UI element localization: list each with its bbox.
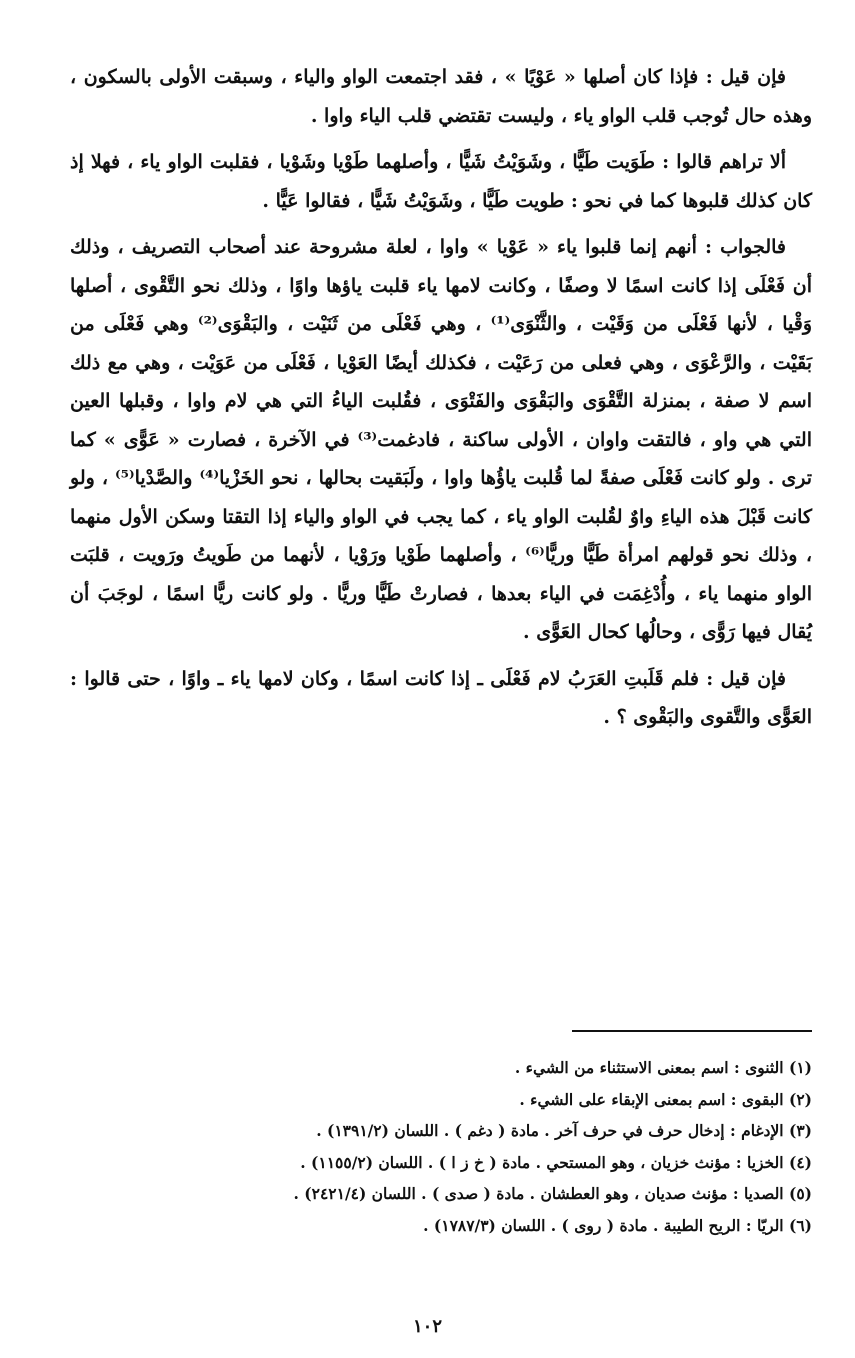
- page-body: [70, 58, 812, 745]
- page-number: ١٠٢: [412, 1316, 442, 1337]
- paragraph: ألا تراهم قالوا : طَوَيت طَيًّا ، وشَوَيْتُ شَيًّا ، وأصلهما طَوْيا وشَوْيا ، فقلبت الواو ياء ، فهلا إذ كان كذلك قلبوها كما في نحو : طويت طَيًّا ، وشَوَيْتُ شَيًّا ، فقالوا عَيًّا .: [70, 151, 812, 212]
- footnote: (٢) البقوى : اسم بمعنى الإبقاء على الشيء .: [519, 1089, 812, 1109]
- footnote: (٤) الخزيا : مؤنث خزيان ، وهو المستحي . مادة ( خ ز ا ) . اللسان (١١٥٥/٢) .: [300, 1152, 812, 1172]
- paragraph: فإن قيل : فلم قَلَبتِ العَرَبُ لام فَعْلَى ـ إذا كانت اسمًا ، وكان لامها ياء ـ واوًا ، حتى قالوا : العَوًّى والتَّقوى والبَقْوى ؟ .: [70, 667, 812, 728]
- paragraph: فإن قيل : فإذا كان أصلها « عَوْيًا » ، فقد اجتمعت الواو والياء ، وسبقت الأولى بالسكون ، وهذه حال تُوجب قلب الواو ياء ، وليست تقتضي قلب الياء واوا .: [70, 66, 812, 127]
- footnote-divider: [572, 1030, 812, 1032]
- footnote: (٦) الريّا : الريح الطيبة . مادة ( روى ) . اللسان (١٧٨٧/٣) .: [423, 1215, 812, 1235]
- footnotes: [70, 1052, 812, 1241]
- footnote: (٣) الإدغام : إدخال حرف في حرف آخر . مادة ( دغم ) . اللسان (١٣٩١/٢) .: [316, 1121, 812, 1140]
- paragraph: فالجواب : أنهم إنما قلبوا ياء « عَوْيا » واوا ، لعلة مشروحة عند أصحاب التصريف ، وذلك أن فَعْلَى إذا كانت اسمًا لا وصفًا ، وكانت لامها ياء قلبت ياؤها واوًا ، وذلك نحو التَّقْوى ، أصلها وَقْيا ، لأنها فَعْلَى من وَقَيْت ، والثَّنْوَى⁽¹⁾ ، وهي فَعْلَى من ثَنَيْت ، والبَقْوَى⁽²⁾ وهي فَعْلَى من بَقَيْت ، والرَّعْوَى ، وهي فعلى من رَعَيْت ، فكذلك أيضًا العَوْيا ، فَعْلَى من عَوَيْت ، وهي مع ذلك اسم لا صفة ، بمنزلة التَّقْوَى والبَقْوَى والفَتْوَى ، فقُلبت الياءُ التي هي لام واوا ، وقبلها العين التي هي واو ، فالتقت واوان ، الأولى ساكنة ، فادغمت⁽³⁾ في الآخرة ، فصارت « عَوًّى » كما ترى . ولو كانت فَعْلَى صفةً لما قُلبت ياؤُها واوا ، ولَبَقيت بحالها ، نحو الخَزْيا⁽⁴⁾ والصَّدْيا⁽⁵⁾ ، ولو كانت قَبْلَ هذه الياءِ واوٌ لقُلبت الواو ياء ، كما يجب في الواو والياء إذا التقتا وسكن الأول منهما ، وذلك نحو قولهم امرأة طَيًّا وريًّا⁽⁶⁾ ، وأصلهما طَوْيا ورَوْيا ، لأنهما من طَويتُ ورَويت ، قلبَت الواو منهما ياء ، وأُدْغِمَت في الياء بعدها ، فصارتْ طَيًّا وريًّا . ولو كانت ريًّا اسمًا ، لوجَبَ أن يُقال فيها رَوًّى ، وحالُها كحال العَوًّى .: [70, 236, 813, 643]
- footnote: (٥) الصديا : مؤنث صديان ، وهو العطشان . مادة ( صدى ) . اللسان (٢٤٢١/٤) .: [293, 1184, 812, 1203]
- footnote: (١) الثنوى : اسم بمعنى الاستثناء من الشيء .: [514, 1058, 812, 1077]
